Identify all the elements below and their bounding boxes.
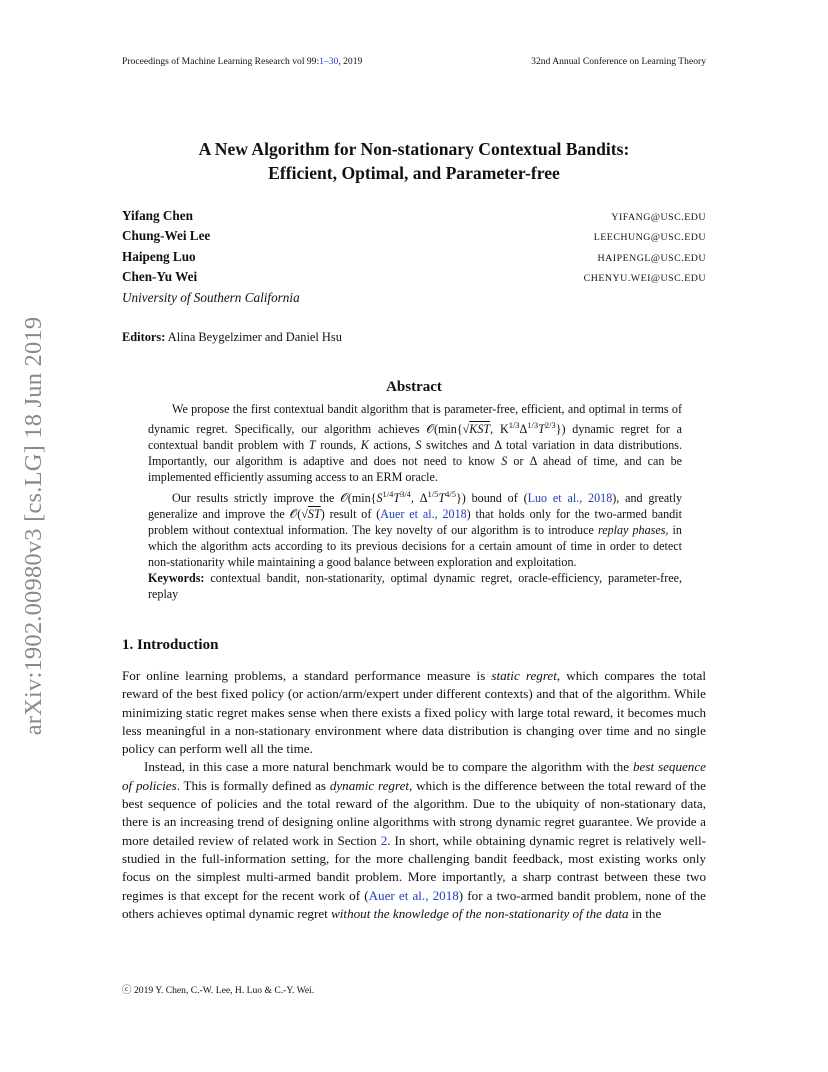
author-row [122, 207, 706, 227]
editors-names: Alina Beygelzimer and Daniel Hsu [167, 330, 342, 344]
introduction-body [122, 667, 706, 923]
running-head-left: Proceedings of Machine Learning Research vol 99:1–30, 2019 [122, 56, 363, 67]
author-row [122, 227, 706, 247]
running-head-right: 32nd Annual Conference on Learning Theory [531, 56, 706, 67]
running-head [122, 56, 706, 67]
title-line-2: Efficient, Optimal, and Parameter-free [268, 163, 560, 183]
abstract-paragraph-1: We propose the first contextual bandit algorithm that is parameter-free, efficient, and optimal in terms of dynamic regret. Specifically, our algorithm achieves 𝒪(min{√KST, $K^{1/3}\Delta^{1/3}T^{2/3}$}) dynamic regret for a contextual bandit problem with T rounds, K actions, S switches and Δ total variation in data distributions. Importantly, our algorithm is adaptive and does not need to know S or Δ ahead of time, and can be implemented efficiently assuming access to an ERM oracle. [148, 402, 682, 485]
author-email: LEECHUNG@USC.EDU [593, 232, 706, 244]
abstract-heading: Abstract [386, 379, 442, 395]
section-ref-link[interactable]: 2 [380, 832, 388, 848]
citation-link[interactable]: Auer et al., 2018 [368, 887, 459, 903]
intro-paragraph-2: Instead, in this case a more natural benchmark would be to compare the algorithm with the best sequence of policies. This is formally defined as dynamic regret, which is the difference between the total reward of the best sequence of policies and the total reward of the algorithm. Due to the ubiquity of non-stationary data, there is an increasing trend of designing online algorithms with strong dynamic regret guarantee. We provide a more detailed review of related work in Section 2. In short, while obtaining dynamic regret is relatively well-studied in the full-information setting, for the more challenging bandit feedback, most existing works only focus on the simplest multi-armed bandit problem. More importantly, a sharp contrast between these two regimes is that except for the recent work of (Auer et al., 2018) for a two-armed bandit problem, none of the others achieves optimal dynamic regret without the knowledge of the non-stationarity of the data in the [122, 759, 706, 921]
section-title: Introduction [137, 637, 219, 653]
intro-paragraph-1: For online learning problems, a standard performance measure is static regret, which compares the total reward of the best fixed policy (or action/arm/expert under different contexts) and that of the algorithm. While minimizing static regret makes sense when there exists a fixed policy with large total reward, it becomes much less meaningful in a non-stationary environment where data distribution is changing over time and no single policy can perform well all the time. [122, 668, 706, 757]
author-row [122, 248, 706, 268]
copyright-footer: ⓒ 2019 Y. Chen, C.-W. Lee, H. Luo & C.-Y. Wei. [122, 985, 315, 996]
arxiv-identifier: arXiv:1902.00980v3 [cs.LG] 18 Jun 2019 [20, 316, 47, 736]
abstract-paragraph-2: Our results strictly improve the $𝒪(\min\{S^{1/4}T^{3/4}$, $\Delta^{1/5}T^{4/5}$}) bound of (Luo et al., 2018), and greatly generalize and improve the 𝒪(√ST) result of (Auer et al., 2018) that holds only for the two-armed bandit problem without contextual information. The key novelty of our algorithm is to introduce replay phases, in which the algorithm acts according to its previous decisions for a certain amount of time in order to detect non-stationarity while maintaining a good balance between exploration and exploitation. [148, 488, 682, 569]
citation-link[interactable]: Luo et al., 2018 [527, 490, 613, 505]
keywords: Keywords: contextual bandit, non-stationarity, optimal dynamic regret, oracle-efficiency, parameter-free, replay [148, 571, 682, 602]
affiliation: University of Southern California [122, 289, 300, 305]
author-email: HAIPENGL@USC.EDU [597, 252, 706, 264]
abstract-body [148, 401, 682, 602]
editors-line [122, 330, 706, 345]
editors-label: Editors: [122, 330, 166, 344]
title-line-1: A New Algorithm for Non-stationary Contextual Bandits: [198, 139, 630, 159]
author-name: Haipeng Luo [122, 248, 196, 264]
paper-title [122, 137, 706, 185]
section-number: 1. [122, 637, 134, 653]
author-name: Chung-Wei Lee [122, 228, 211, 244]
author-row [122, 268, 706, 288]
section-heading [122, 637, 706, 654]
author-block [122, 207, 706, 307]
author-name: Yifang Chen [122, 208, 193, 223]
arxiv-side-stamp [0, 0, 60, 1072]
author-name: Chen-Yu Wei [122, 269, 198, 285]
author-email: YIFANG@USC.EDU [611, 212, 706, 223]
keywords-label: Keywords: [148, 571, 205, 585]
citation-link[interactable]: Auer et al., 2018 [380, 506, 467, 521]
page-range-link[interactable]: 1–30 [319, 56, 339, 67]
author-email: CHENYU.WEI@USC.EDU [583, 273, 706, 285]
